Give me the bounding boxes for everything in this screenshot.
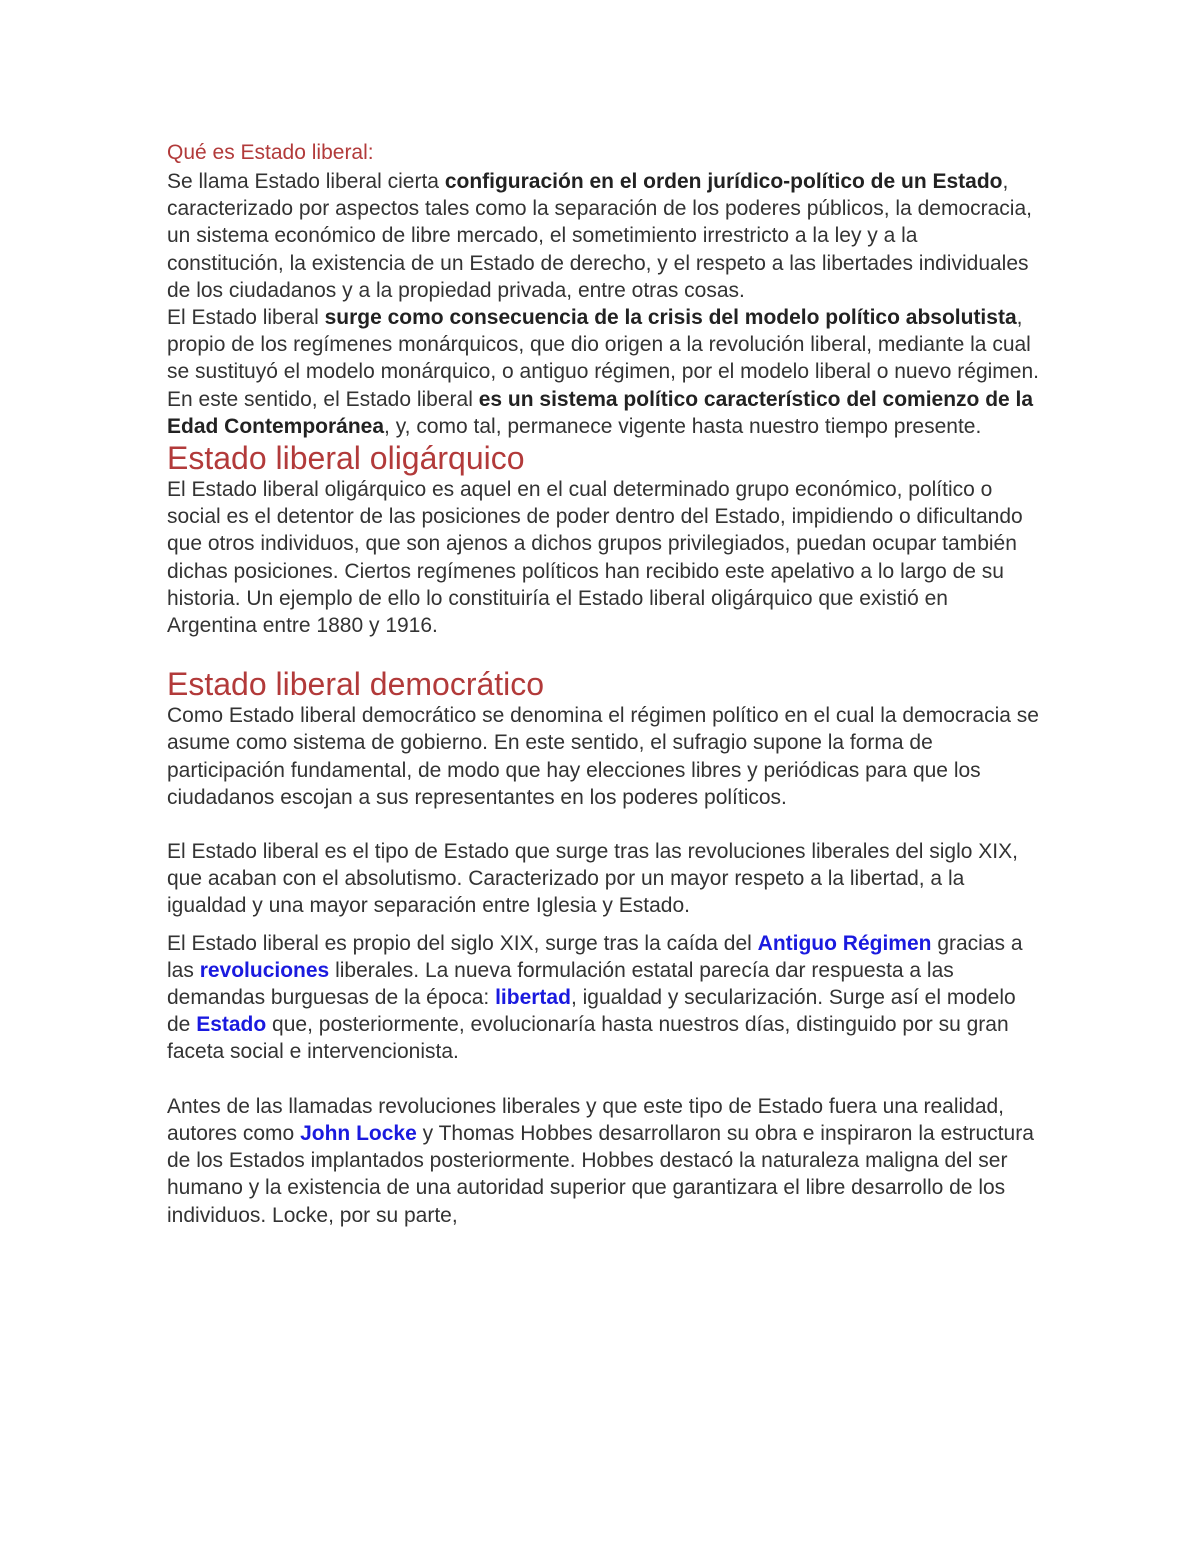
text-span: , caracterizado por aspectos tales como la separación de los poderes públicos, la democracia, un sistema económico de libre mercado, el sometimiento irrestricto a la ley y a la constitución, la existencia de un Estado de derecho, y el respeto a las libertades individuales de los ciudadanos y a la propiedad privada, entre otras cosas. (167, 170, 1032, 302)
link-libertad[interactable]: libertad (495, 986, 571, 1010)
link-estado[interactable]: Estado (196, 1013, 267, 1037)
intro-title: Qué es Estado liberal: (167, 141, 374, 164)
bold-span: configuración en el orden jurídico-político de un Estado (444, 170, 1003, 193)
link-antiguo-regimen[interactable]: Antiguo Régimen (757, 931, 932, 955)
text-span: , igualdad y secularización. Surge así el modelo de (167, 986, 1016, 1037)
spacer (167, 1066, 1039, 1093)
democratico-paragraph: Como Estado liberal democrático se denomina el régimen político en el cual la democracia se asume como sistema de gobierno. En este sentido, el sufragio supone la forma de participación fundamental, de modo que hay elecciones libres y periódicas para que los ciudadanos escojan a sus representantes en los poderes políticos. (167, 704, 1039, 809)
text-span: , propio de los regímenes monárquicos, que dio origen a la revolución liberal, mediante la cual se sustituyó el modelo monárquico, o antiguo régimen, por el modelo liberal o nuevo régimen. (167, 306, 1039, 384)
link-revoluciones[interactable]: revoluciones (199, 958, 330, 982)
text-span: que, posteriormente, evolucionaría hasta nuestros días, distinguido por su gran faceta social e intervencionista. (167, 1013, 1009, 1064)
text-span: gracias a las (167, 931, 1023, 982)
intro-paragraph-1 (167, 168, 1039, 304)
oligarquico-paragraph: El Estado liberal oligárquico es aquel en el cual determinado grupo económico, político o social es el detentor de las posiciones de poder dentro del Estado, impidiendo o dificultando que otros individuos, que son ajenos a dichos grupos privilegiados, puedan ocupar también dichas posiciones. Ciertos regímenes políticos han recibido este apelativo a lo largo de su historia. Un ejemplo de ello lo constituiría el Estado liberal oligárquico que existió en Argentina entre 1880 y 1916. (167, 478, 1023, 638)
text-span: El Estado liberal es propio del siglo XIX, surge tras la caída del (167, 931, 758, 955)
document-page (167, 138, 1039, 1229)
spacer (167, 639, 1039, 666)
text-span: liberales. La nueva formulación estatal parecía dar respuesta a las demandas burguesas de la época: (167, 958, 954, 1010)
bold-span: surge como consecuencia de la crisis del modelo político absolutista (324, 306, 1017, 330)
heading-democratico: Estado liberal democrático (167, 666, 545, 703)
text-span: En este sentido, el Estado liberal (167, 387, 479, 411)
siglo-paragraph: El Estado liberal es el tipo de Estado que surge tras las revoluciones liberales del siglo XIX, que acaban con el absolutismo. Caracterizado por un mayor respeto a la libertad, a la igualdad y una mayor separación entre Iglesia y Estado. (167, 840, 1018, 918)
heading-oligarquico: Estado liberal oligárquico (167, 440, 525, 477)
intro-paragraph-3 (167, 386, 1039, 440)
text-span: El Estado liberal (167, 306, 325, 330)
text-span: , y, como tal, permanece vigente hasta nuestro tiempo presente. (384, 414, 982, 438)
link-john-locke[interactable]: John Locke (300, 1121, 417, 1145)
spacer (167, 811, 1039, 838)
propio-paragraph (167, 930, 1039, 1066)
text-span: Antes de las llamadas revoluciones liberales y que este tipo de Estado fuera una realidad, autores como (167, 1094, 1005, 1145)
text-span: y Thomas Hobbes desarrollaron su obra e inspiraron la estructura de los Estados implantados posteriormente. Hobbes destacó la naturaleza maligna del ser humano y la existencia de una autoridad superior que garantizara el libre desarrollo de los individuos. Locke, por su parte, (167, 1121, 1034, 1227)
antes-paragraph (167, 1093, 1039, 1229)
bold-span: es un sistema político característico del comienzo de la Edad Contemporánea (167, 387, 1034, 438)
text-span: Se llama Estado liberal cierta (167, 170, 445, 193)
intro-paragraph-2 (167, 304, 1039, 386)
spacer (167, 920, 1039, 930)
